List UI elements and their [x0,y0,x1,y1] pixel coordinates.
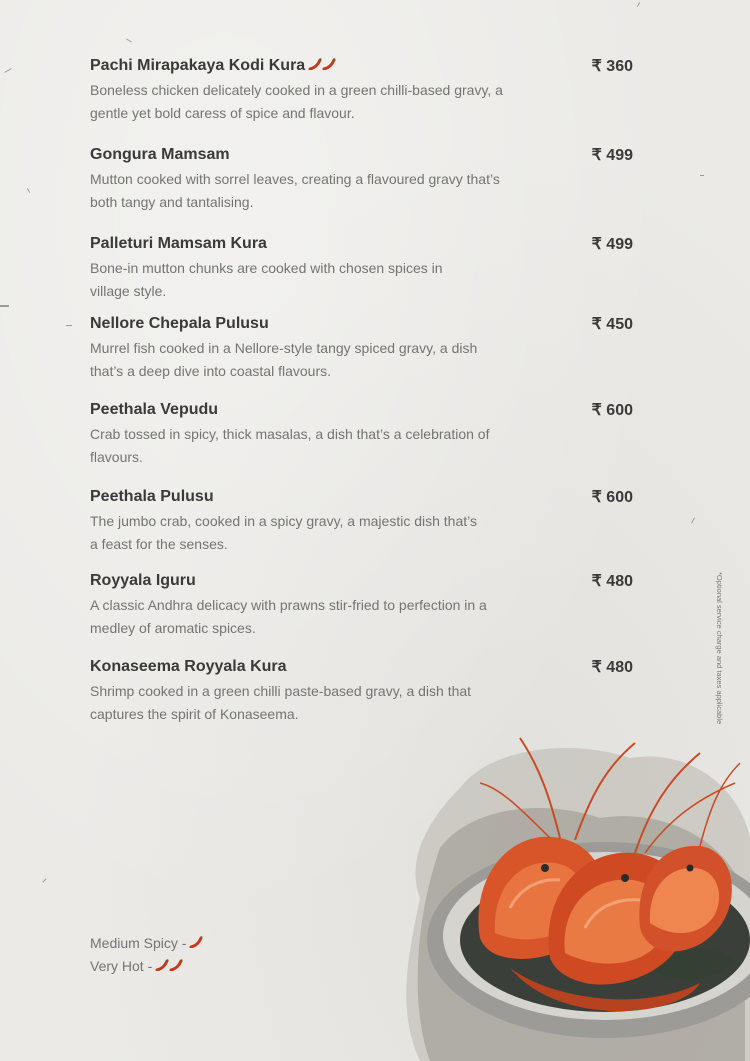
chili-pepper-icon [169,955,183,978]
menu-item [90,487,633,556]
menu-item [90,314,633,383]
menu-item-name: Gongura Mamsam [90,146,230,163]
chili-pepper-icon [308,56,322,76]
menu-item [90,657,633,726]
legend-medium-spicy [90,932,203,955]
menu-item [90,571,633,640]
menu-item-name: Royyala Iguru [90,572,196,589]
service-charge-note: *Optional service charge and taxes applicable [715,572,724,725]
menu-item-description: Shrimp cooked in a green chilli paste-based gravy, a dish that captures the spirit of Konaseema. [90,683,472,722]
spice-legend [90,932,203,978]
menu-item-description: Boneless chicken delicately cooked in a green chilli-based gravy, a gentle yet bold caress of spice and flavour. [90,82,503,121]
menu-item-price: ₹ 600 [591,489,633,506]
menu-item-description: Murrel fish cooked in a Nellore-style tangy spiced gravy, a dish that’s a deep dive into coastal flavours. [90,340,478,379]
menu-item-description: A classic Andhra delicacy with prawns stir-fried to perfection in a medley of aromatic spices. [90,597,487,636]
menu-item-name: Palleturi Mamsam Kura [90,235,267,252]
paper-speck [700,175,704,176]
legend-label: Very Hot - [90,958,153,974]
menu-item-name: Nellore Chepala Pulusu [90,315,269,332]
menu-item [90,400,633,469]
legend-very-hot [90,955,203,978]
menu-item-price: ₹ 499 [591,147,633,164]
paper-speck [0,305,9,307]
menu-item-price: ₹ 480 [591,659,633,676]
menu-item-description: Crab tossed in spicy, thick masalas, a dish that’s a celebration of flavours. [90,426,490,465]
menu-item-description: Mutton cooked with sorrel leaves, creating a flavoured gravy that’s both tangy and tantalising. [90,171,500,210]
menu-item-price: ₹ 600 [591,402,633,419]
menu-item [90,56,633,125]
menu-item-price: ₹ 480 [591,573,633,590]
menu-item-price: ₹ 360 [591,58,633,75]
menu-item [90,145,633,214]
menu-item-price: ₹ 450 [591,316,633,333]
menu-item-name: Konaseema Royyala Kura [90,658,287,675]
chili-pepper-icon [189,932,203,955]
menu-item-name: Peethala Pulusu [90,488,214,505]
prawn-dish-illustration [400,728,750,1061]
menu-item-description: Bone-in mutton chunks are cooked with chosen spices in village style. [90,260,443,299]
paper-speck [66,325,72,326]
legend-label: Medium Spicy - [90,935,187,951]
chili-pepper-icon [155,955,169,978]
menu-item-name: Peethala Vepudu [90,401,219,418]
menu-item-name: Pachi Mirapakaya Kodi Kura [90,57,306,74]
menu-item-description: The jumbo crab, cooked in a spicy gravy, a majestic dish that’s a feast for the senses. [90,513,477,552]
menu-item-price: ₹ 499 [591,236,633,253]
chili-pepper-icon [322,56,336,76]
menu-item [90,234,633,303]
